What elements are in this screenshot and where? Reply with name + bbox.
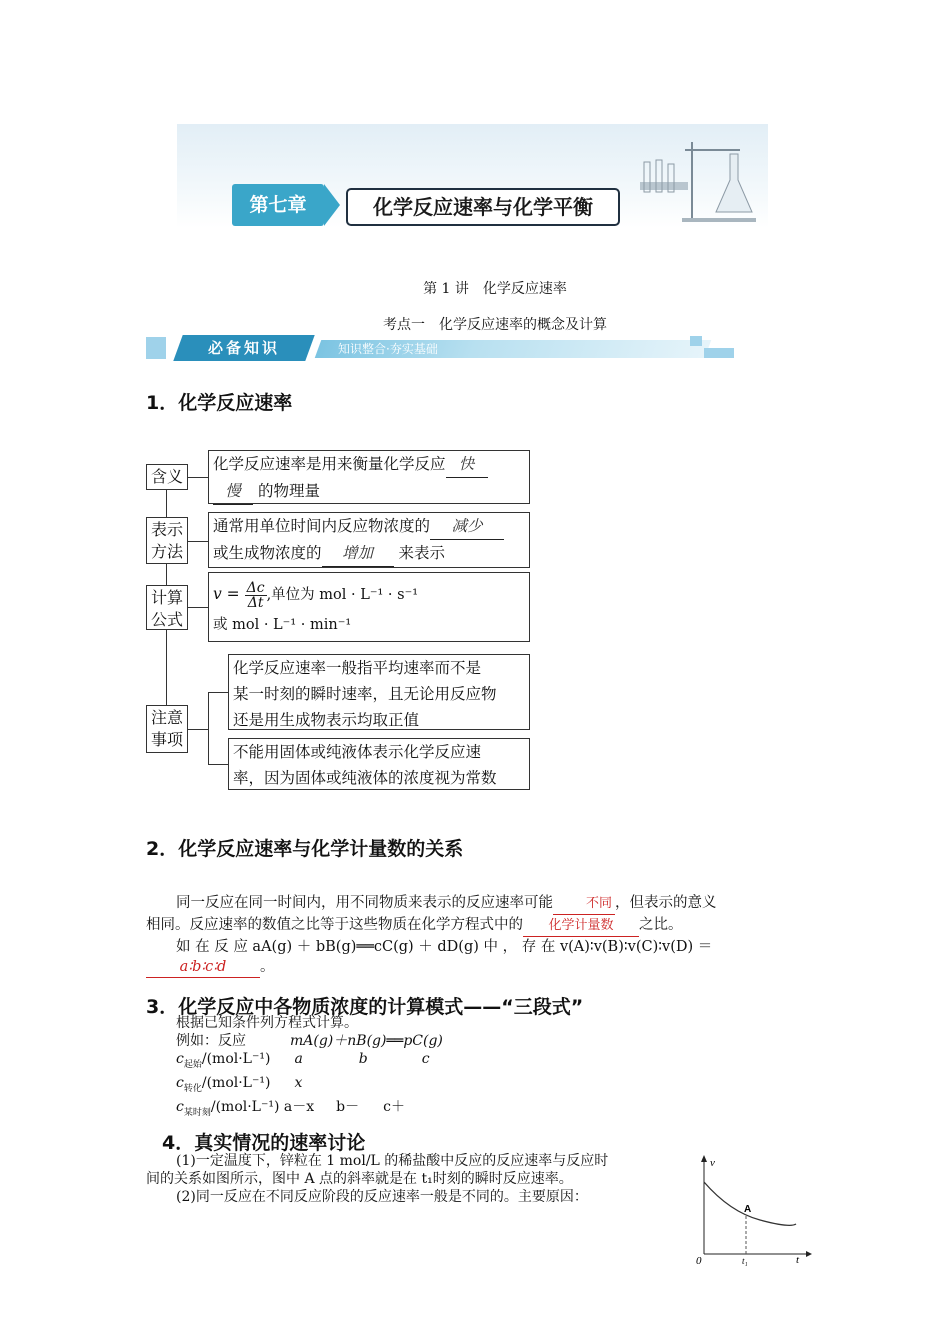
label-meaning: 含义 [146,464,188,490]
strip-square [690,336,702,346]
answer-blank: 不同 [553,894,615,915]
meaning-content: 化学反应速率是用来衡量化学反应 快 慢 的物理量 [208,450,530,504]
connector [188,541,208,542]
connector [166,629,167,705]
section3-heading: 3．化学反应中各物质浓度的计算模式——“三段式” [146,996,584,1018]
note1-content: 化学反应速率一般指平均速率而不是 某一时刻的瞬时速率，且无论用反应物 还是用生成物表示均取正值 [228,654,530,730]
t1-label: t₁ [742,1256,748,1266]
rate-fraction: $\frac{\Delta c}{\Delta t}$ [246,579,265,611]
chapter-title: 化学反应速率与化学平衡 [346,188,620,226]
label-method: 表示 方法 [146,517,188,564]
strip-main-label: 必备知识 [207,339,280,357]
answer-blank: 减少 [430,513,504,540]
answer-blank: 慢 [213,478,253,505]
section1-heading: 1．化学反应速率 [146,392,293,414]
connector [208,764,228,765]
answer-blank: a∶b∶c∶d [146,957,260,978]
formula-content: v = $\frac{\Delta c}{\Delta t}$ ,单位为 mol · L⁻¹ · s⁻¹ 或 mol · L⁻¹ · min⁻¹ [208,572,530,642]
label-notes: 注意 事项 [146,705,188,753]
connector [188,729,208,730]
connector [208,692,209,764]
lab-equipment-illustration [630,132,760,224]
origin-label: 0 [696,1255,702,1267]
method-content: 通常用单位时间内反应物浓度的 减少 或生成物浓度的 增加 来表示 [208,512,530,568]
connector [166,563,167,587]
connector [166,489,167,517]
x-axis-arrow-icon [806,1251,812,1257]
rate-time-graph [690,1150,816,1270]
chapter-label: 第七章 [232,184,324,226]
chapter-arrow [324,184,340,226]
answer-blank: 快 [446,451,488,478]
y-axis-label: v [710,1157,715,1169]
section2-heading: 2．化学反应速率与化学计量数的关系 [146,838,464,860]
section3-intro: 根据已知条件列方程式计算。 [176,1015,358,1031]
strip-square [704,348,734,358]
y-axis-arrow-icon [701,1155,707,1162]
connector [188,477,208,478]
lecture-title: 第 1 讲 化学反应速率 [423,281,567,297]
three-stage-table: 例如：反应 mA(g)＋nB(g)══pC(g) $c_{起始}/(mol\cdot L^{-1})$ a b c $c_{转化}/(mol\cdot L^{-1})$ x $c_{某时刻}/(mol\cdot L^{-1})$ a－x b－ c＋ [176,1033,443,1118]
connector [188,607,208,608]
topic-title: 考点一 化学反应速率的概念及计算 [383,317,607,333]
x-axis-label: t [796,1254,800,1266]
note2-content: 不能用固体或纯液体表示化学反应速 率，因为固体或纯液体的浓度视为常数 [228,738,530,790]
section2-paragraph: 同一反应在同一时间内，用不同物质来表示的反应速率可能 不同 ，但表示的意义 相同。反应速率的数值之比等于这些物质在化学方程式中的 化学计量数 之比。 如 在 反 应 aA(g) ＋ bB(g)══cC(g) ＋ dD(g) 中 ， 存 在 v(A)∶v(B)∶v(C)∶v(D) ＝ a∶b∶c∶d 。 [146,893,808,978]
connector [208,692,228,693]
strip-sub-label: 知识整合·夯实基础 [338,342,438,356]
section4-paragraph: (1)一定温度下，锌粒在 1 mol/L 的稀盐酸中反应的反应速率与反应时 间的关系如图所示，图中 A 点的斜率就是在 t₁时刻的瞬时反应速率。 (2)同一反应在不同反应阶段的反应速率一般是不同的。主要原因： [146,1153,609,1205]
strip-decoration [146,337,166,359]
section4-heading: 4．真实情况的速率讨论 [162,1132,366,1154]
point-a-label: A [744,1204,752,1215]
label-formula: 计算 公式 [146,585,188,630]
answer-blank: 增加 [322,540,394,567]
answer-blank: 化学计量数 [523,916,639,937]
